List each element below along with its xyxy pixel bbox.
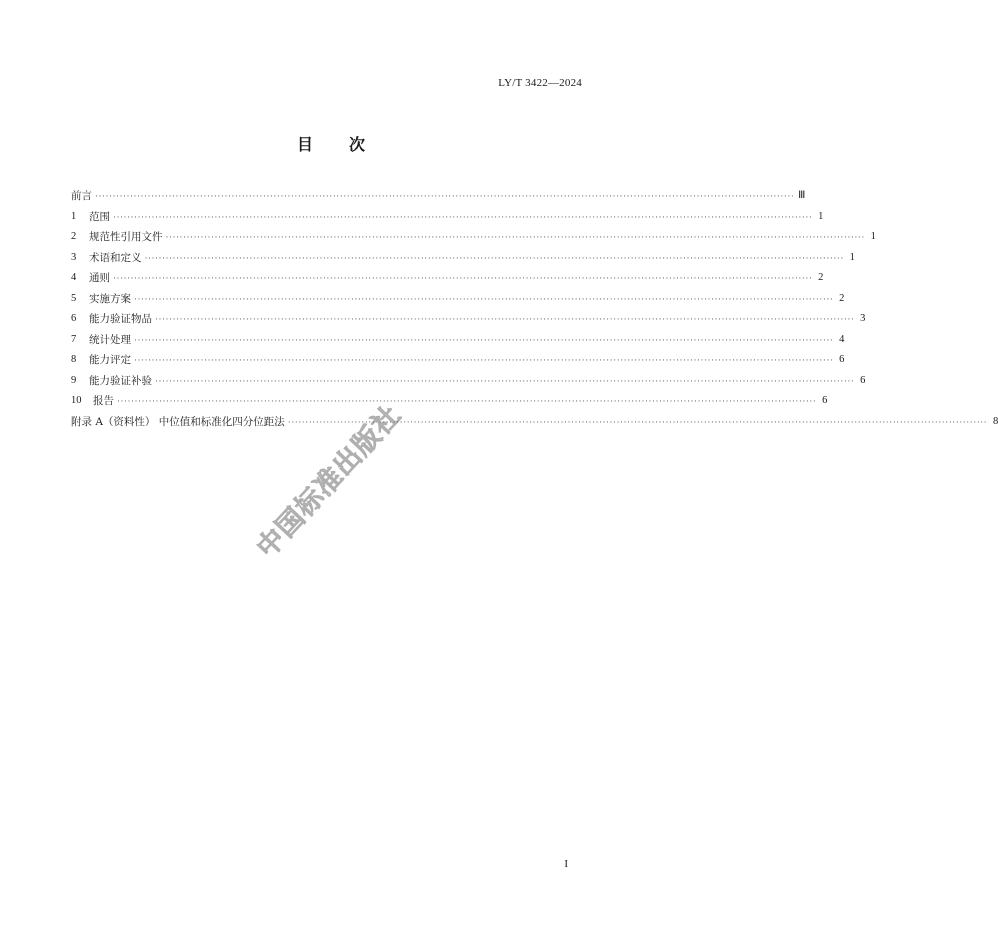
toc-leader: ········································································································································································································ [113,273,813,283]
toc-leader: ········································································································································································································ [165,232,865,242]
toc-entry-test-items[interactable] [71,309,866,330]
toc-entry-page: 6 [839,354,845,365]
toc-entry-number: 5 [71,292,77,304]
toc-leader: ········································································································································································································ [155,314,855,324]
toc-leader: ········································································································································································································ [144,252,844,263]
toc-entry-page: 4 [839,333,845,345]
toc-entry-page: 2 [818,272,824,283]
toc-entry-number: 6 [71,313,77,324]
toc-entry-normative-references[interactable] [71,227,876,248]
toc-entry-label: 能力评定 [89,354,131,366]
toc-entry-page: 3 [860,313,866,324]
toc-entry-label: 统计处理 [89,333,131,346]
toc-leader: ········································································································································································································ [113,211,813,222]
toc-leader: ········································································································································································································ [134,293,834,304]
toc-entry-evaluation[interactable] [71,350,845,371]
toc-entry-label: 前言 [71,190,92,202]
toc-entry-page: 1 [818,210,824,222]
toc-entry-label: 报告 [93,395,114,407]
toc-leader: ········································································································································································································ [134,355,834,365]
toc-entry-page: 1 [870,231,876,242]
toc-entry-page: 6 [822,395,828,406]
toc-entry-terms[interactable] [71,248,855,269]
toc-entry-supplementary-test[interactable] [71,371,866,392]
toc-entry-number: 10 [71,395,82,406]
publisher-watermark: 中国标准出版社 [251,399,408,564]
toc-entry-report[interactable] [71,391,828,412]
toc-leader: ········································································································································································································ [117,396,817,406]
toc-entry-annex-a[interactable] [71,412,998,433]
toc-entry-number: 3 [71,251,77,263]
toc-leader: ········································································································································································································ [134,334,834,345]
toc-entry-number: 1 [71,210,77,222]
toc-entry-page: Ⅲ [798,190,806,201]
toc-entry-number: 7 [71,333,77,345]
table-of-contents [71,186,998,432]
toc-entry-page: 6 [860,374,866,386]
toc-entry-page: 2 [839,292,845,304]
toc-entry-implementation[interactable] [71,289,845,310]
toc-entry-foreword[interactable] [71,186,806,207]
toc-title [0,132,662,155]
toc-entry-label: 附录 A（资料性） 中位值和标准化四分位距法 [71,415,285,428]
toc-entry-general[interactable] [71,268,824,289]
toc-entry-page: 8 [992,415,998,427]
toc-entry-label: 能力验证物品 [89,313,152,325]
toc-title-char: 目 [296,135,313,154]
toc-entry-statistics[interactable] [71,330,845,351]
toc-entry-scope[interactable] [71,207,824,228]
toc-entry-label: 能力验证补验 [89,374,152,387]
toc-entry-label: 范围 [89,210,110,223]
toc-leader: ········································································································································································································ [155,375,855,386]
toc-entry-number: 4 [71,272,77,283]
toc-entry-label: 实施方案 [89,292,131,305]
toc-entry-label: 通则 [89,272,110,284]
toc-leader: ········································································································································································································ [95,191,795,201]
page-number: I [564,858,568,870]
toc-entry-number: 8 [71,354,77,365]
toc-entry-number: 9 [71,374,77,386]
toc-entry-label: 规范性引用文件 [89,231,163,243]
toc-entry-number: 2 [71,231,77,242]
standard-number: LY/T 3422—2024 [498,77,582,89]
toc-title-char: 次 [349,135,366,154]
toc-leader: ········································································································································································································ [287,416,988,427]
toc-entry-page: 1 [849,251,855,263]
toc-entry-label: 术语和定义 [89,251,142,264]
